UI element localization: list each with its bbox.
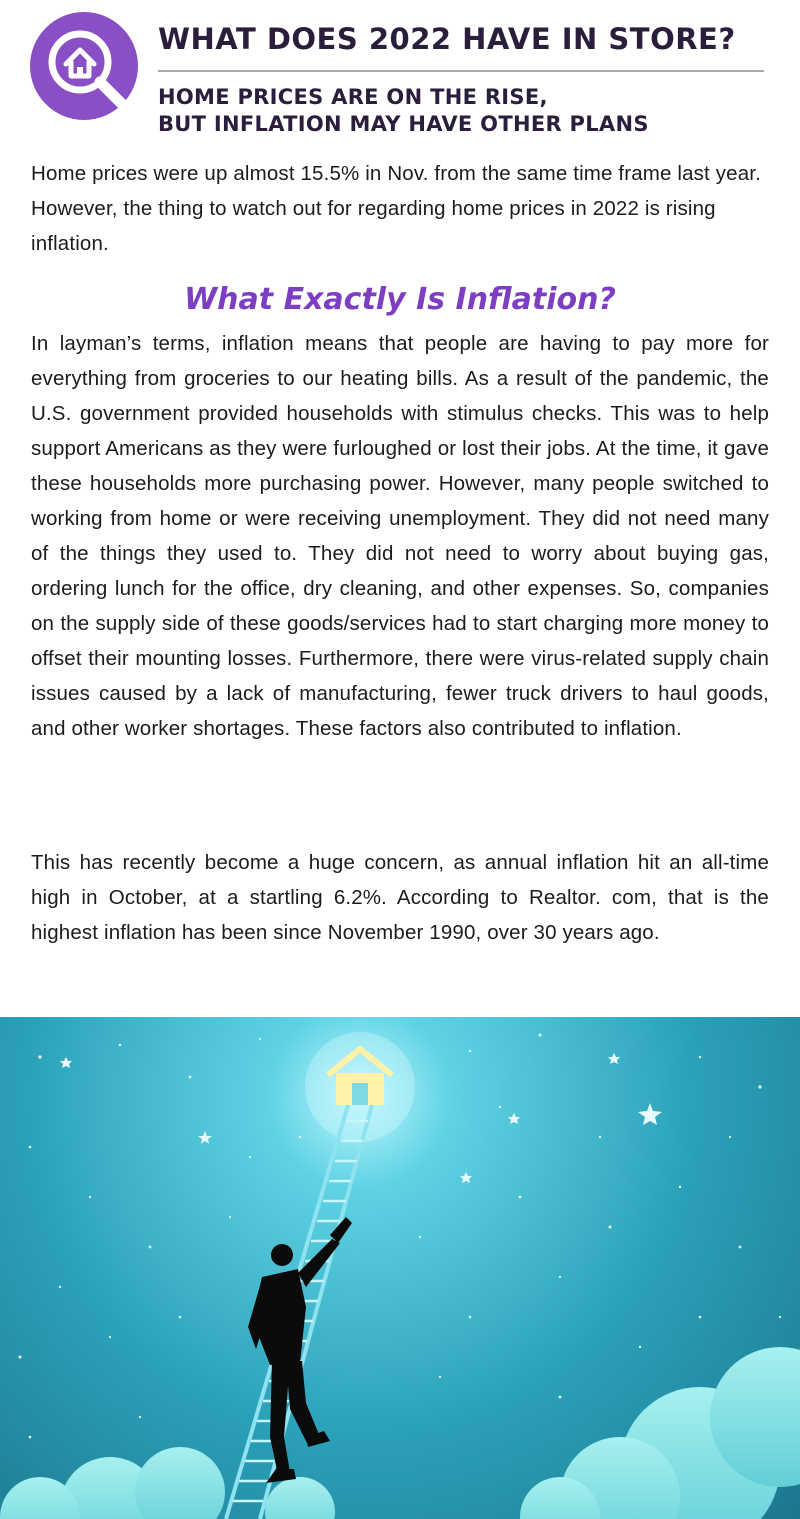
inflation-paragraph: In layman’s terms, inflation means that people are having to pay more for everything from groceries to our heating bills. As a result of the pandemic, the U.S. government provided households with stimulus checks. This was to help support Americans as they were furloughed or lost their jobs. At the time, it gave these households more purchasing power. However, many people switched to working from home or were receiving unemployment. They did not need many of the things they used to. They did not need to worry about buying gas, ordering lunch for the office, dry cleaning, and other expenses. So, companies on the supply side of these goods/services had to start charging more money to offset their mounting losses. Furthermore, there were virus-related supply chain issues caused by a lack of manufacturing, fewer truck drivers to haul goods, and other worker shortages. These factors also contributed to inflation. — [31, 332, 769, 740]
section-heading: What Exactly Is Inflation? — [184, 282, 616, 317]
title-divider — [158, 70, 764, 72]
intro-paragraph: Home prices were up almost 15.5% in Nov. from the same time frame last year. However, the thing to watch out for regarding home prices in 2022 is rising inflation. — [31, 162, 761, 255]
subtitle-line-2: BUT INFLATION MAY HAVE OTHER PLANS — [158, 112, 649, 136]
header — [0, 0, 800, 150]
subtitle-line-1: HOME PRICES ARE ON THE RISE, — [158, 85, 548, 109]
home-search-icon — [30, 12, 142, 124]
ladder-to-house-illustration — [0, 1017, 800, 1519]
page-subtitle — [158, 84, 778, 138]
page-title: WHAT DOES 2022 HAVE IN STORE? — [158, 22, 736, 56]
inflation-concern-paragraph: This has recently become a huge concern, as annual inflation hit an all-time high in October, at a startling 6.2%. According to Realtor. com, that is the highest inflation has been since November 1990, over 30 years ago. — [31, 851, 769, 944]
